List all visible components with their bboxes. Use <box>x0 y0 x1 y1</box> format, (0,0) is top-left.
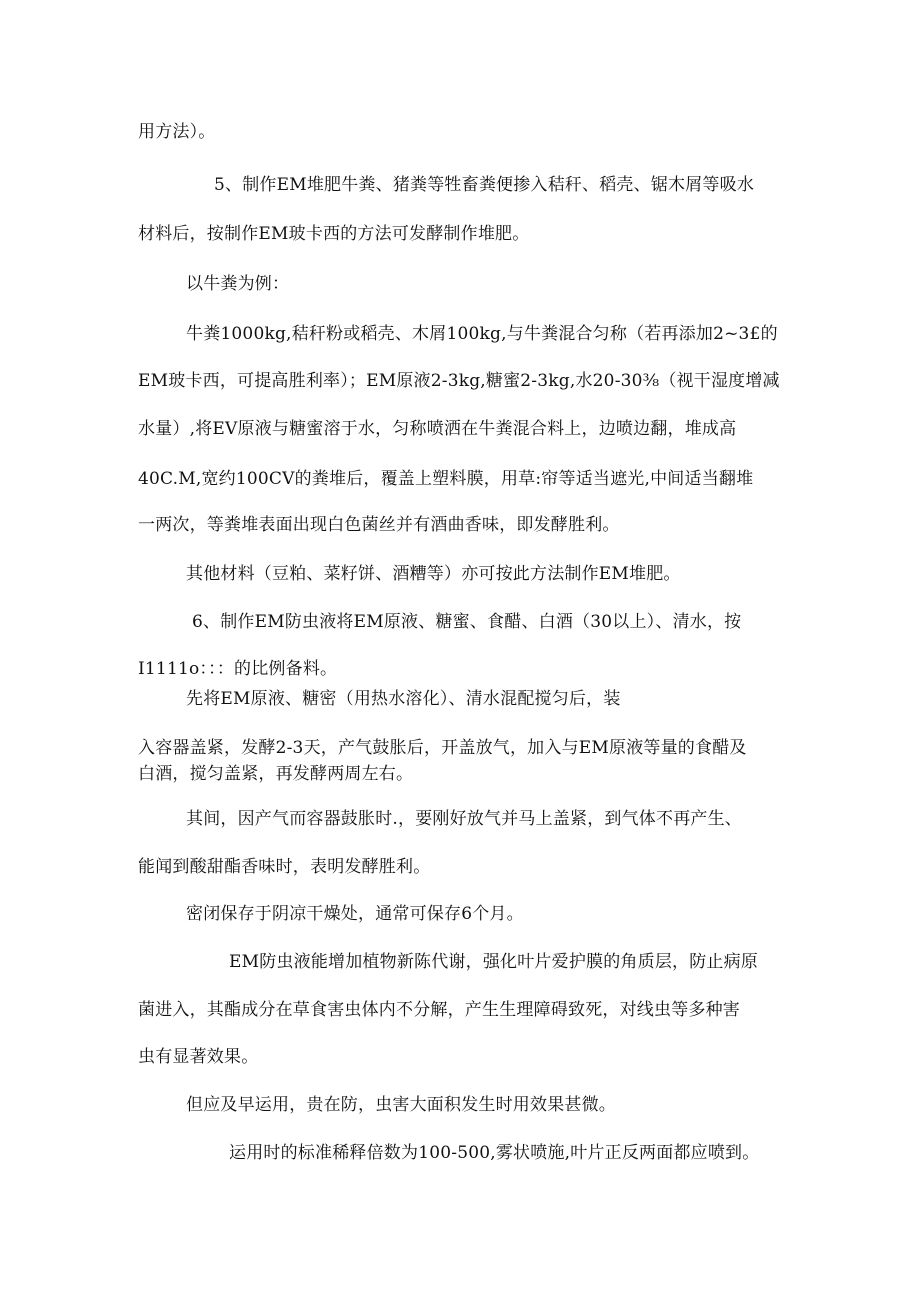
text-line-3: 材料后，按制作EM玻卡西的方法可发酵制作堆肥。 <box>138 224 530 244</box>
text-line-8: 40C.M,宽约100CV的粪堆后，覆盖上塑料膜，用草:帘等适当遮光,中间适当翻堆 <box>138 469 754 489</box>
text-line-9: 一两次，等粪堆表面出现白色菌丝并有酒曲香味，即发酵胜利。 <box>138 515 620 535</box>
text-line-21: 虫有显著效果。 <box>138 1047 259 1067</box>
text-line-14: 入容器盖紧，发酵2-3天，产气鼓胀后，开盖放气，加入与EM原液等量的食醋及 <box>138 738 747 758</box>
text-line-22: 但应及早运用，贵在防，虫害大面积发生时用效果甚微。 <box>186 1095 616 1115</box>
text-line-19: EM防虫液能增加植物新陈代谢，强化叶片爱护膜的角质层，防止病原 <box>229 952 759 972</box>
text-line-7: 水量）,将EV原液与糖蜜溶于水，匀称喷洒在牛粪混合料上，边喷边翻，堆成高 <box>138 419 737 439</box>
text-line-1: 用方法）。 <box>138 122 216 142</box>
text-line-23: 运用时的标准稀释倍数为100-500,雾状喷施,叶片正反两面都应喷到。 <box>229 1143 760 1163</box>
text-line-5: 牛粪1000kg,秸秆粉或稻壳、木屑100kg,与牛粪混合匀称（若再添加2~3£的 <box>186 324 778 344</box>
text-line-17: 能闻到酸甜酯香味时，表明发酵胜利。 <box>138 857 431 877</box>
text-line-12: I1111o：：：的比例备料。 <box>138 659 338 679</box>
text-line-18: 密闭保存于阴凉干燥处，通常可保存6个月。 <box>186 904 524 924</box>
text-line-15: 白酒，搅匀盖紧，再发酵两周左右。 <box>138 764 414 784</box>
text-line-11: 6、制作EM防虫液将EM原液、糖蜜、食醋、白酒（30以上）、清水，按 <box>192 612 742 632</box>
text-line-4: 以牛粪为例： <box>186 274 290 294</box>
text-line-10: 其他材料（豆粕、菜籽饼、酒糟等）亦可按此方法制作EM堆肥。 <box>186 564 681 584</box>
text-line-13: 先将EM原液、糖密（用热水溶化）、清水混配搅匀后，装 <box>186 689 621 709</box>
text-line-6: EM玻卡西，可提高胜利率）；EM原液2-3kg,糖蜜2-3kg,水20-30⅜（视干湿度增减 <box>138 371 780 391</box>
text-line-2: 5、制作EM堆肥牛粪、猪粪等牲畜粪便掺入秸秆、稻壳、锯木屑等吸水 <box>214 175 755 195</box>
text-line-20: 菌进入，其酯成分在草食害虫体内不分解，产生生理障碍致死，对线虫等多种害 <box>138 1000 740 1020</box>
text-line-16: 其间，因产气而容器鼓胀时.，要刚好放气并马上盖紧，到气体不再产生、 <box>186 809 743 829</box>
